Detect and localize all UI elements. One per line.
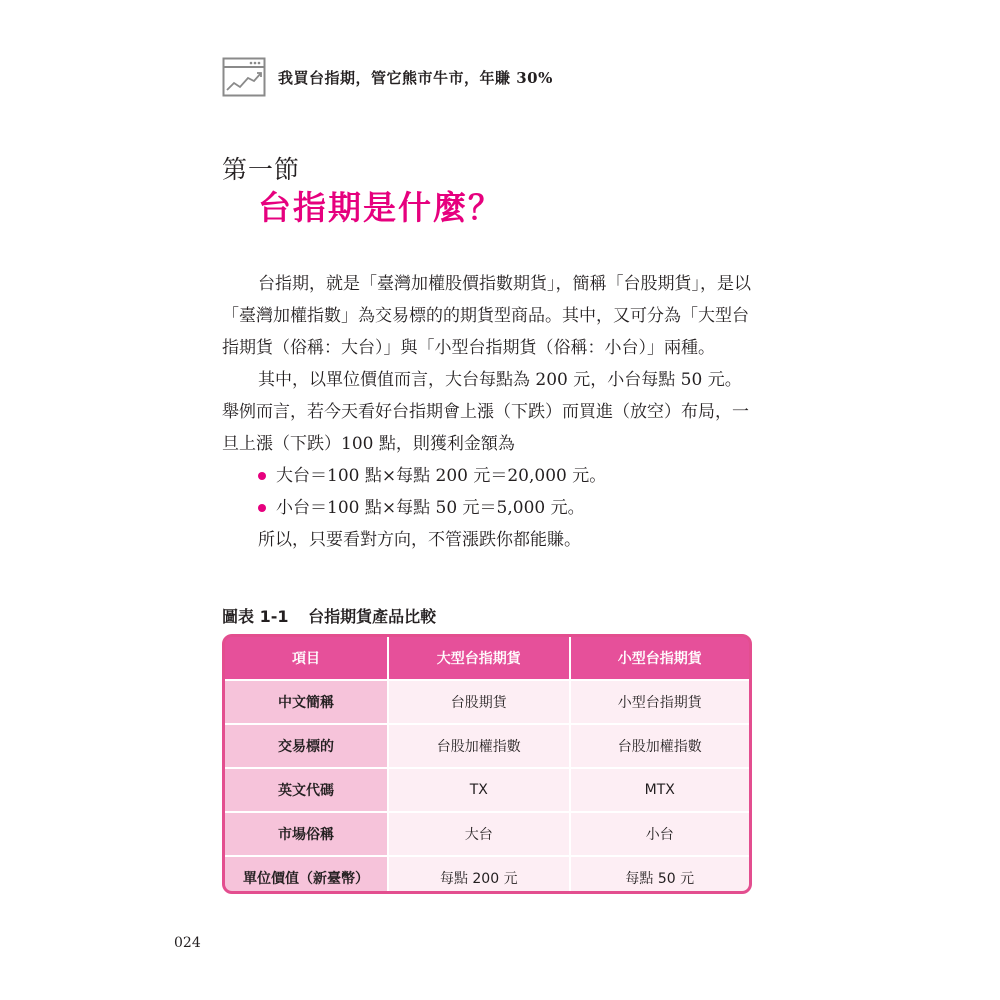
- table-cell: 每點 200 元: [388, 856, 570, 894]
- row-header: 中文簡稱: [225, 680, 388, 724]
- table-header-row: [225, 637, 749, 680]
- row-header: 單位價值（新臺幣）: [225, 856, 388, 894]
- table-caption-title: 台指期貨產品比較: [308, 607, 437, 626]
- table-row: [225, 680, 749, 724]
- table-row: [225, 768, 749, 812]
- paragraph-2: 其中，以單位價值而言，大台每點為 200 元，小台每點 50 元。舉例而言，若今天看好台指期會上漲（下跌）而買進（放空）布局，一旦上漲（下跌）100 點，則獲利金額為: [222, 370, 749, 454]
- table-cell: 每點 50 元: [570, 856, 749, 894]
- table-cell: 小型台指期貨: [570, 680, 749, 724]
- section-title: 台指期是什麼？: [258, 188, 503, 227]
- paragraph-1: 台指期，就是「臺灣加權股價指數期貨」，簡稱「台股期貨」，是以「臺灣加權指數」為交易標的的期貨型商品。其中，又可分為「大型台指期貨（俗稱：大台）」與「小型台指期貨（俗稱：小台）」兩種。: [222, 274, 751, 358]
- bullet-item: [222, 460, 754, 492]
- page-number: 024: [174, 935, 201, 951]
- table-caption-number: 圖表 1-1: [222, 607, 289, 626]
- bullet-dot-icon: [258, 472, 266, 480]
- table-cell: 台股加權指數: [570, 724, 749, 768]
- bullet-text: 小台＝100 點×每點 50 元＝5,000 元。: [276, 498, 585, 518]
- table-cell: 台股期貨: [388, 680, 570, 724]
- row-header: 英文代碼: [225, 768, 388, 812]
- row-header: 交易標的: [225, 724, 388, 768]
- table-cell: 大台: [388, 812, 570, 856]
- running-header-title: 我買台指期，管它熊市牛市，年賺 30%: [278, 68, 553, 87]
- table-cell: 台股加權指數: [388, 724, 570, 768]
- table-row: [225, 812, 749, 856]
- section-label: 第一節: [222, 155, 301, 184]
- table-caption: [222, 604, 436, 627]
- table-row: [225, 856, 749, 894]
- table-cell: TX: [388, 768, 570, 812]
- bullet-item: [222, 492, 754, 524]
- body-text: [222, 268, 754, 556]
- running-header: [222, 55, 553, 99]
- paragraph-3: 所以，只要看對方向，不管漲跌你都能賺。: [258, 530, 581, 550]
- comparison-table: [222, 634, 752, 894]
- column-header: 大型台指期貨: [388, 637, 570, 680]
- column-header: 小型台指期貨: [570, 637, 749, 680]
- chart-window-icon: [222, 57, 266, 97]
- table-row: [225, 724, 749, 768]
- table-cell: 小台: [570, 812, 749, 856]
- column-header: 項目: [225, 637, 388, 680]
- bullet-dot-icon: [258, 504, 266, 512]
- bullet-text: 大台＝100 點×每點 200 元＝20,000 元。: [276, 466, 607, 486]
- row-header: 市場俗稱: [225, 812, 388, 856]
- table-cell: MTX: [570, 768, 749, 812]
